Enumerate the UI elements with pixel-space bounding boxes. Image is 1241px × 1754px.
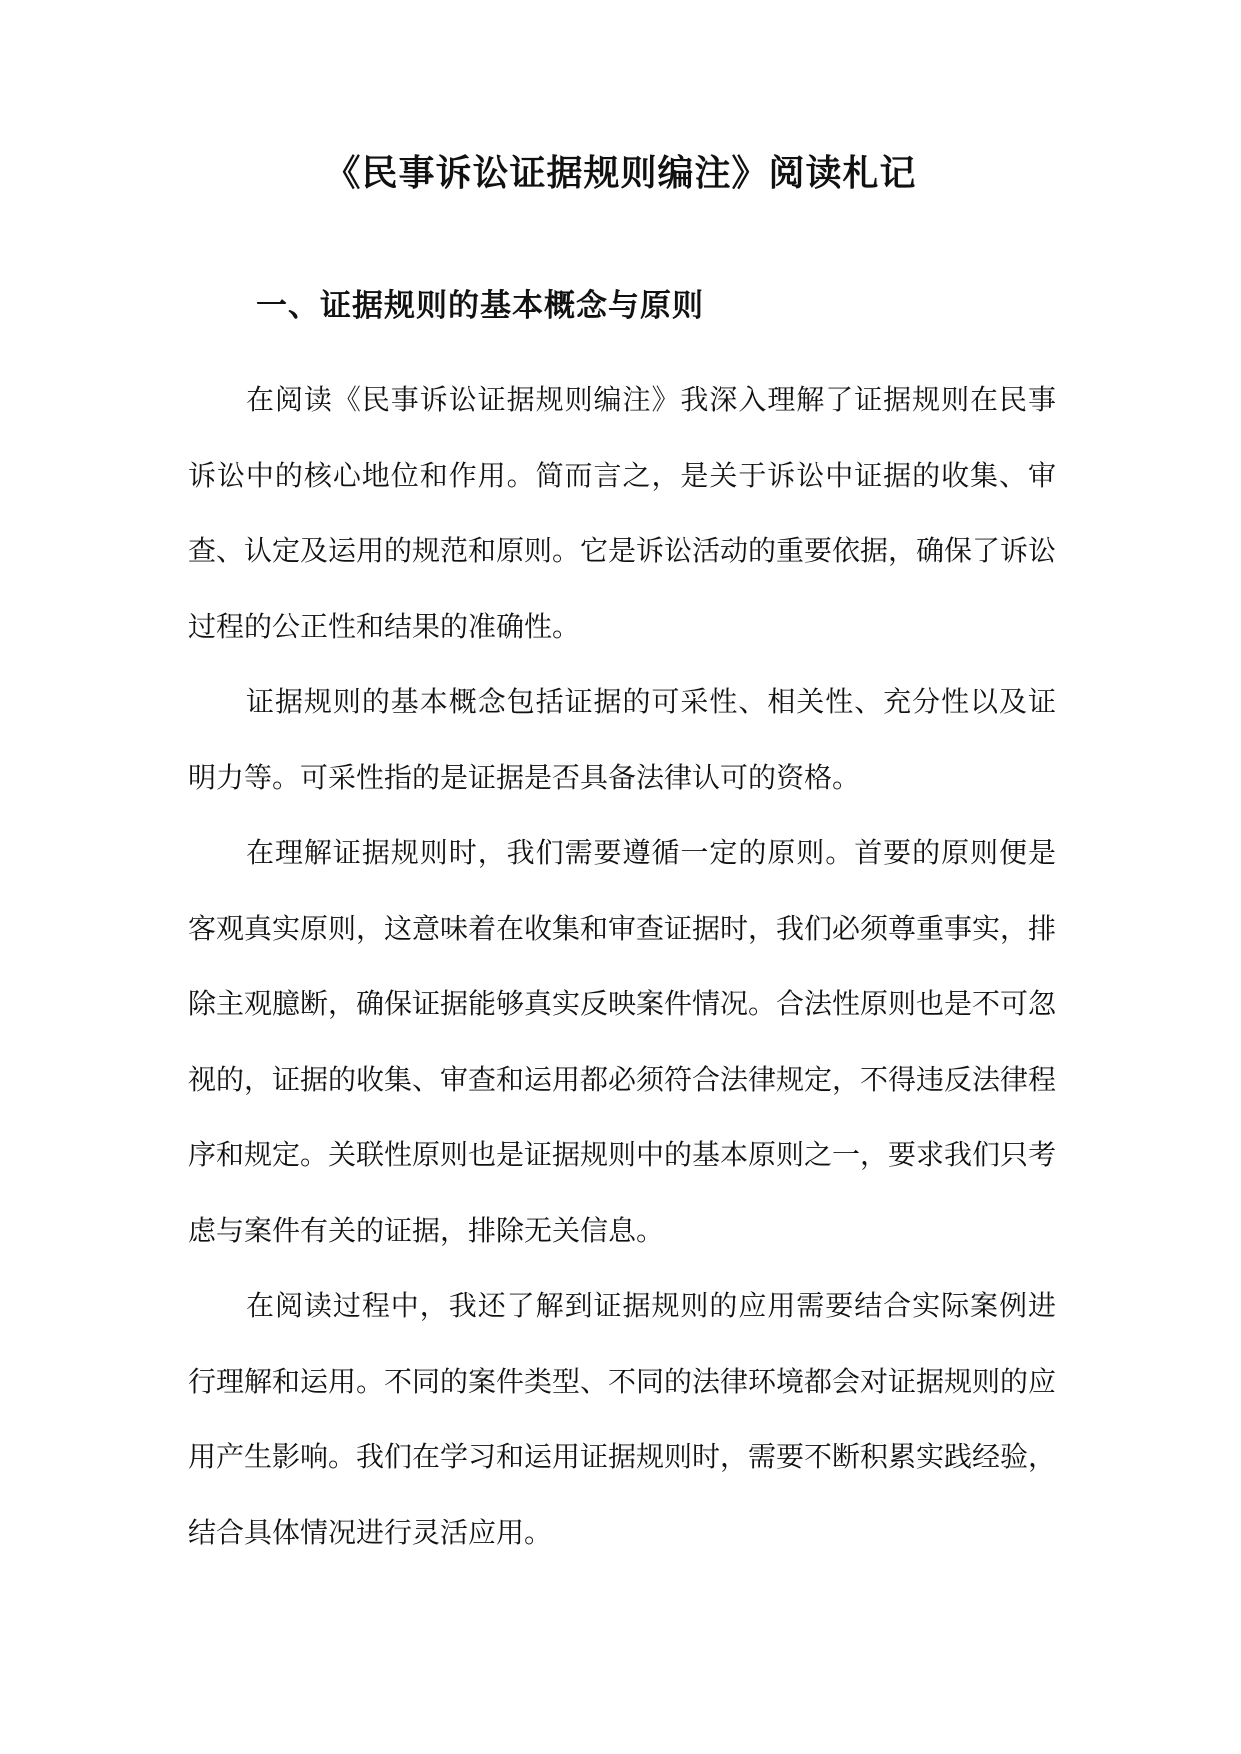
document-body: [188, 362, 1056, 1570]
section-heading: 一、证据规则的基本概念与原则: [256, 288, 704, 324]
paragraph: 证据规则的基本概念包括证据的可采性、相关性、充分性以及证明力等。可采性指的是证据是否具备法律认可的资格。: [188, 685, 1056, 794]
paragraph: 在理解证据规则时，我们需要遵循一定的原则。首要的原则便是客观真实原则，这意味着在收集和审查证据时，我们必须尊重事实，排除主观臆断，确保证据能够真实反映案件情况。合法性原则也是不可忽视的，证据的收集、审查和运用都必须符合法律规定，不得违反法律程序和规定。关联性原则也是证据规则中的基本原则之一，要求我们只考虑与案件有关的证据，排除无关信息。: [188, 836, 1057, 1247]
paragraph: 在阅读《民事诉讼证据规则编注》我深入理解了证据规则在民事诉讼中的核心地位和作用。简而言之，是关于诉讼中证据的收集、审查、认定及运用的规范和原则。它是诉讼活动的重要依据，确保了诉讼过程的公正性和结果的准确性。: [188, 383, 1057, 643]
paragraph: 在阅读过程中，我还了解到证据规则的应用需要结合实际案例进行理解和运用。不同的案件类型、不同的法律环境都会对证据规则的应用产生影响。我们在学习和运用证据规则时，需要不断积累实践经验，结合具体情况进行灵活应用。: [188, 1289, 1057, 1549]
document-title: 《民事诉讼证据规则编注》阅读札记: [324, 152, 917, 194]
